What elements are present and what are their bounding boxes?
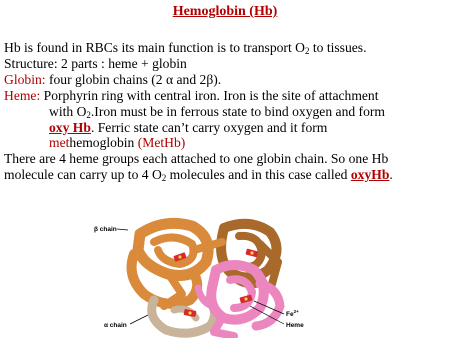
heme-label-fig: Heme bbox=[286, 322, 304, 329]
globin-text: four globin chains (2 α and 2β). bbox=[45, 71, 222, 87]
heme-label: Heme: bbox=[4, 87, 41, 103]
alpha-chain-label: α chain bbox=[104, 322, 127, 329]
globin-label: Globin: bbox=[4, 71, 46, 87]
page-title: Hemoglobin (Hb) bbox=[172, 4, 278, 19]
last-line-2 bbox=[4, 167, 448, 183]
heme-text-3: . Ferric state can’t carry oxygen and it form bbox=[90, 119, 328, 135]
last-text: molecule can carry up to 4 O bbox=[4, 167, 162, 183]
met-prefix: met bbox=[49, 135, 70, 151]
heme-line-1 bbox=[4, 88, 448, 104]
text-body bbox=[4, 40, 448, 183]
oxy-hb-term: oxy Hb bbox=[49, 119, 91, 135]
last-text-mid: molecules and in this case called bbox=[166, 167, 351, 183]
subscript: 2 bbox=[161, 173, 167, 184]
hemoglobin-structure-image bbox=[74, 214, 330, 338]
heme-line-2 bbox=[4, 104, 448, 120]
met-rest: hemoglobin bbox=[69, 135, 135, 151]
heme-line-3 bbox=[4, 120, 448, 136]
last-period: . bbox=[389, 167, 393, 183]
intro-text: Hb is found in RBCs its main function is to transport O bbox=[4, 40, 305, 55]
subscript: 2 bbox=[86, 109, 91, 120]
fe-label: $Fe^{2+}$ bbox=[286, 309, 299, 318]
beta-chain-label: β chain bbox=[94, 226, 117, 233]
heme-text-2: with O bbox=[49, 103, 87, 119]
intro-line bbox=[4, 40, 448, 56]
heme-line-4 bbox=[4, 135, 448, 151]
structure-line: Structure: 2 parts : heme + globin bbox=[4, 55, 187, 71]
methb-abbr: (MetHb) bbox=[137, 135, 186, 151]
oxyhb-term: oxyHb bbox=[350, 167, 390, 183]
subscript: 2 bbox=[304, 46, 310, 56]
intro-text-end: to tissues. bbox=[309, 40, 367, 55]
globin-line bbox=[4, 72, 448, 88]
heme-text-1: Porphyrin ring with central iron. Iron is the site of attachment bbox=[40, 87, 379, 103]
last-line-1: There are 4 heme groups each attached to one globin chain. So one Hb bbox=[4, 151, 389, 167]
heme-text-2-end: .Iron must be in ferrous state to bind oxygen and form bbox=[90, 103, 385, 119]
